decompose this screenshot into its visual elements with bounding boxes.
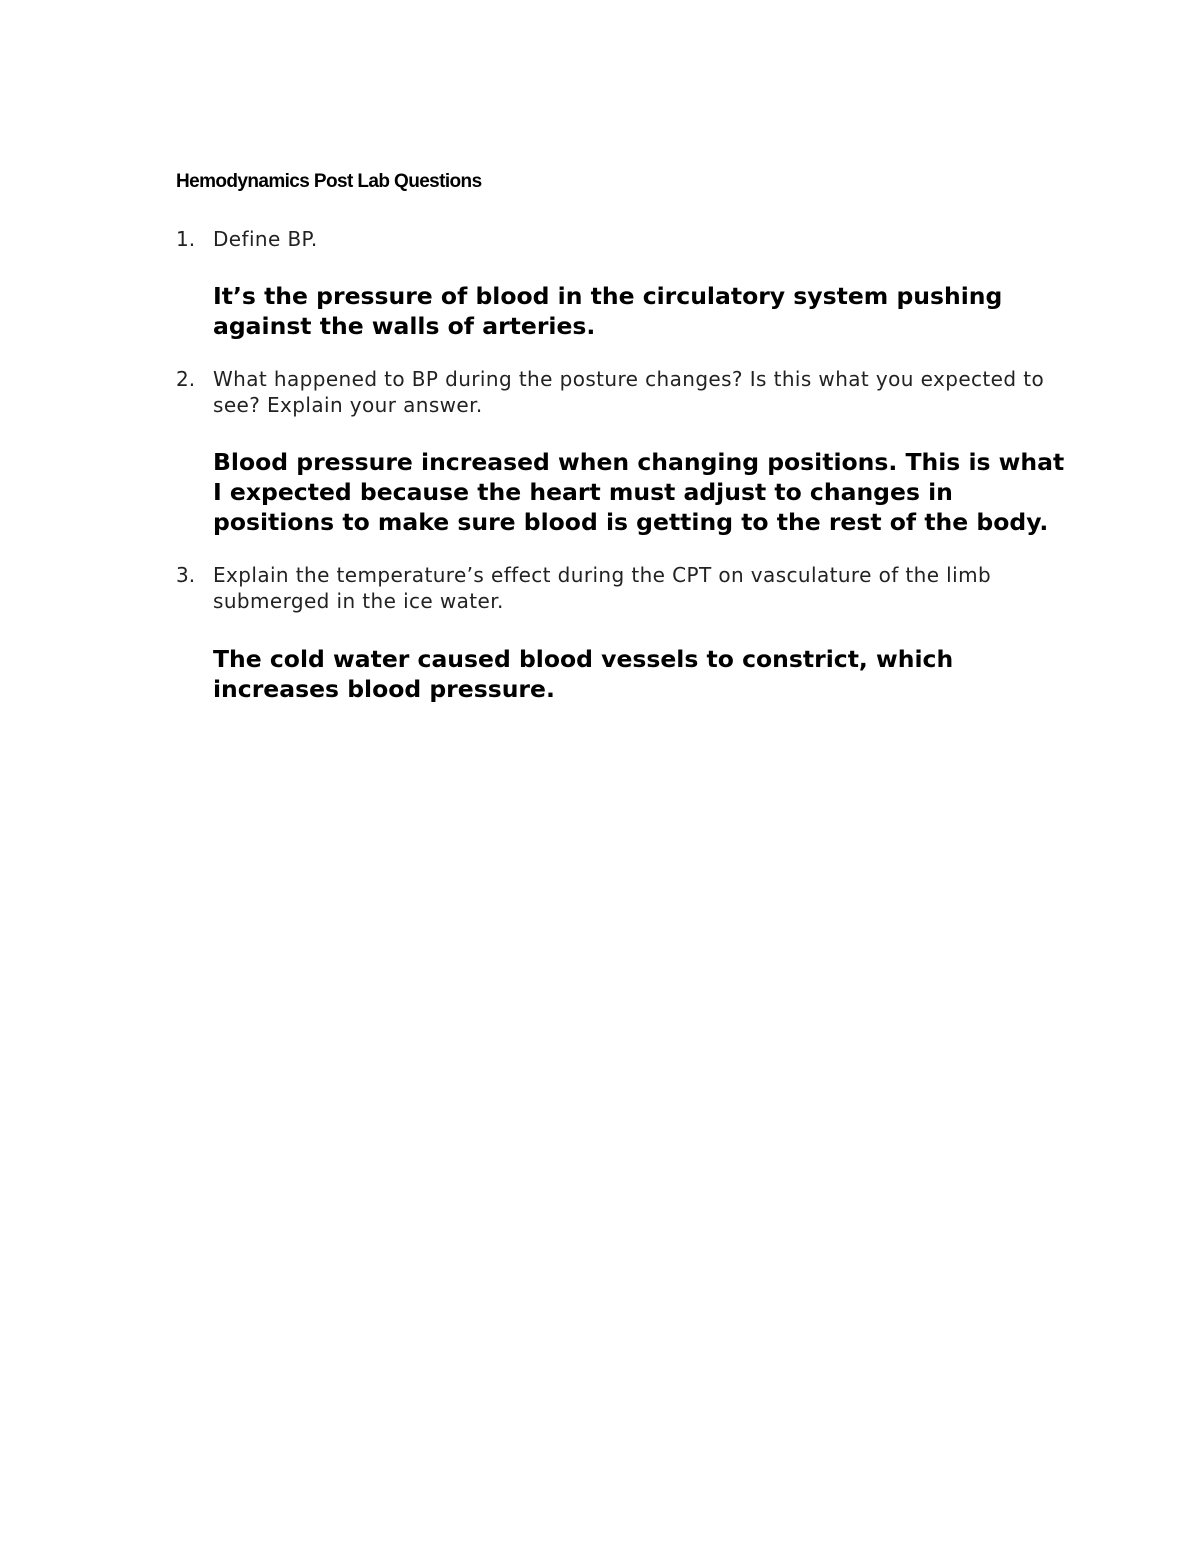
question-number: 1. [176, 227, 196, 251]
question-text: Explain the temperature’s effect during the CPT on vasculature of the limb submerged in the ice water. [213, 563, 992, 613]
question-number: 3. [176, 563, 196, 587]
question-number: 2. [176, 367, 196, 391]
question-text: Define BP. [213, 227, 318, 251]
answer-text: Blood pressure increased when changing positions. This is what I expected because the heart must adjust to changes in positions to make sure blood is getting to the rest of the body. [213, 448, 1065, 536]
question-text: What happened to BP during the posture changes? Is this what you expected to see? Explain your answer. [213, 367, 1045, 417]
answer-text: It’s the pressure of blood in the circulatory system pushing against the walls of arteries. [213, 282, 1003, 340]
answer-text: The cold water caused blood vessels to constrict, which increases blood pressure. [213, 645, 954, 703]
document-title: Hemodynamics Post Lab Questions [176, 171, 482, 192]
